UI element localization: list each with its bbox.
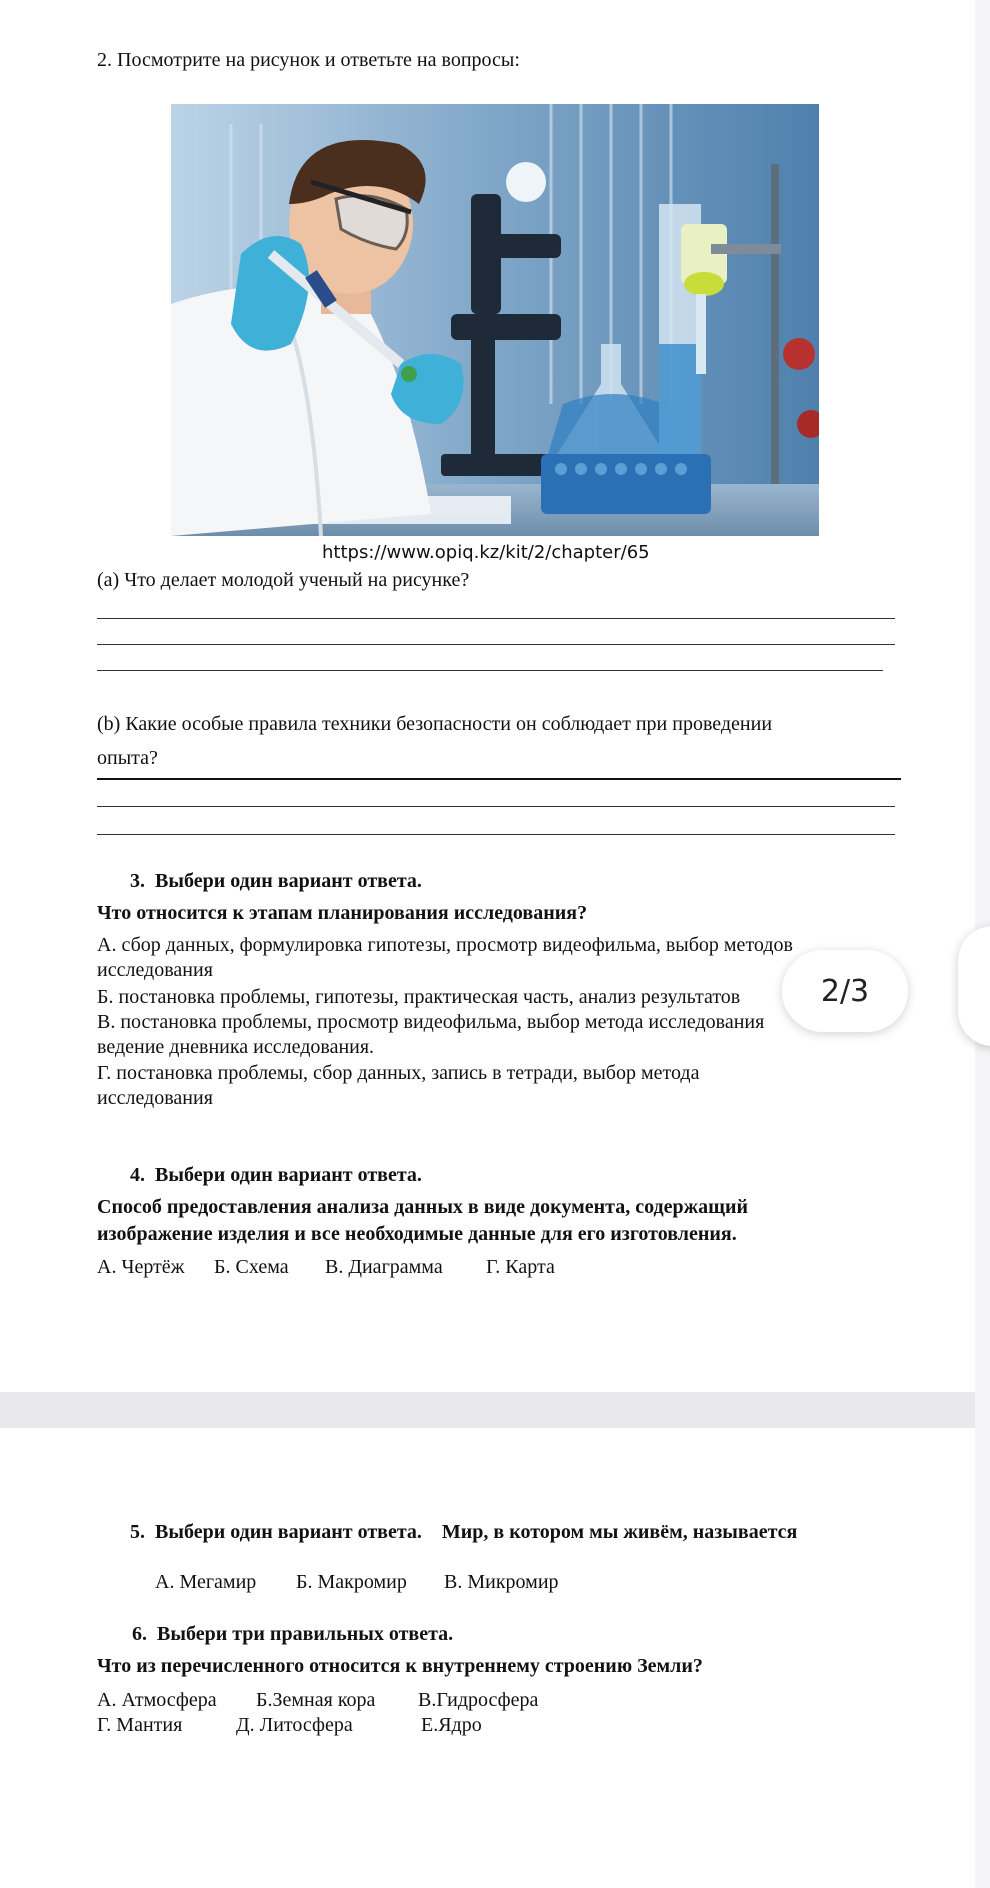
scroll-handle[interactable] xyxy=(958,926,990,1046)
question-3-number: 3. xyxy=(130,870,145,892)
question-6-option: В.Гидросфера xyxy=(418,1689,539,1711)
question-5-option-a: А. Мегамир xyxy=(155,1571,257,1593)
question-3-heading xyxy=(130,869,422,893)
question-6-option: Б.Земная кора xyxy=(256,1689,376,1711)
question-5-number: 5. xyxy=(130,1521,145,1543)
answer-line xyxy=(97,834,895,835)
question-4-option-a: А. Чертёж xyxy=(97,1256,185,1278)
question-6-option: А. Атмосфера xyxy=(97,1689,217,1711)
question-3-option: Б. постановка проблемы, гипотезы, практическая часть, анализ результатов xyxy=(97,986,741,1008)
question-2b-line1: (b) Какие особые правила техники безопасности он соблюдает при проведении xyxy=(97,713,773,735)
question-4-option-b: Б. Схема xyxy=(214,1256,289,1278)
answer-line xyxy=(97,618,895,619)
question-4-heading xyxy=(130,1163,422,1187)
question-3-option: исследования xyxy=(97,1087,213,1109)
question-3-text: Что относится к этапам планирования исследования? xyxy=(97,902,588,924)
question-5-text: Мир, в котором мы живём, называется xyxy=(441,1521,798,1543)
question-6-option: Г. Мантия xyxy=(97,1714,183,1736)
question-3-option: А. сбор данных, формулировка гипотезы, просмотр видеофильма, выбор методов xyxy=(97,934,793,956)
question-5-heading xyxy=(130,1520,797,1544)
answer-line xyxy=(97,778,901,780)
question-6-number: 6. xyxy=(132,1623,147,1645)
question-5-option-c: В. Микромир xyxy=(444,1571,559,1593)
question-4-option-c: В. Диаграмма xyxy=(325,1256,443,1278)
question-6-option: Д. Литосфера xyxy=(236,1714,353,1736)
document-page-2 xyxy=(0,1428,975,1888)
question-4-text-line1: Способ предоставления анализа данных в виде документа, содержащий xyxy=(97,1196,749,1218)
question-2-title: 2. Посмотрите на рисунок и ответьте на вопросы: xyxy=(97,49,520,71)
question-5-instruction: Выбери один вариант ответа. xyxy=(155,1521,422,1543)
question-6-text: Что из перечисленного относится к внутреннему строению Земли? xyxy=(97,1655,703,1677)
answer-line xyxy=(97,806,895,807)
question-4-number: 4. xyxy=(130,1164,145,1186)
question-6-instruction: Выбери три правильных ответа. xyxy=(157,1623,454,1645)
page-indicator-badge: 2/3 xyxy=(782,950,908,1032)
question-2b-line2: опыта? xyxy=(97,747,158,769)
image-source-caption: https://www.opiq.kz/kit/2/chapter/65 xyxy=(322,542,650,563)
answer-line xyxy=(97,670,883,671)
question-2a: (a) Что делает молодой ученый на рисунке? xyxy=(97,569,470,591)
question-4-option-d: Г. Карта xyxy=(486,1256,555,1278)
question-4-text-line2: изображение изделия и все необходимые данные для его изготовления. xyxy=(97,1223,737,1245)
question-3-instruction: Выбери один вариант ответа. xyxy=(155,870,422,892)
question-6-heading xyxy=(132,1622,453,1646)
question-3-option: ведение дневника исследования. xyxy=(97,1036,375,1058)
question-3-option: Г. постановка проблемы, сбор данных, запись в тетради, выбор метода xyxy=(97,1062,700,1084)
question-3-option: исследования xyxy=(97,959,213,981)
question-3-option: В. постановка проблемы, просмотр видеофильма, выбор метода исследования xyxy=(97,1011,765,1033)
question-5-option-b: Б. Макромир xyxy=(296,1571,407,1593)
answer-line xyxy=(97,644,895,645)
question-4-instruction: Выбери один вариант ответа. xyxy=(155,1164,422,1186)
lab-scientist-photo xyxy=(171,104,819,536)
question-6-option: Е.Ядро xyxy=(421,1714,482,1736)
